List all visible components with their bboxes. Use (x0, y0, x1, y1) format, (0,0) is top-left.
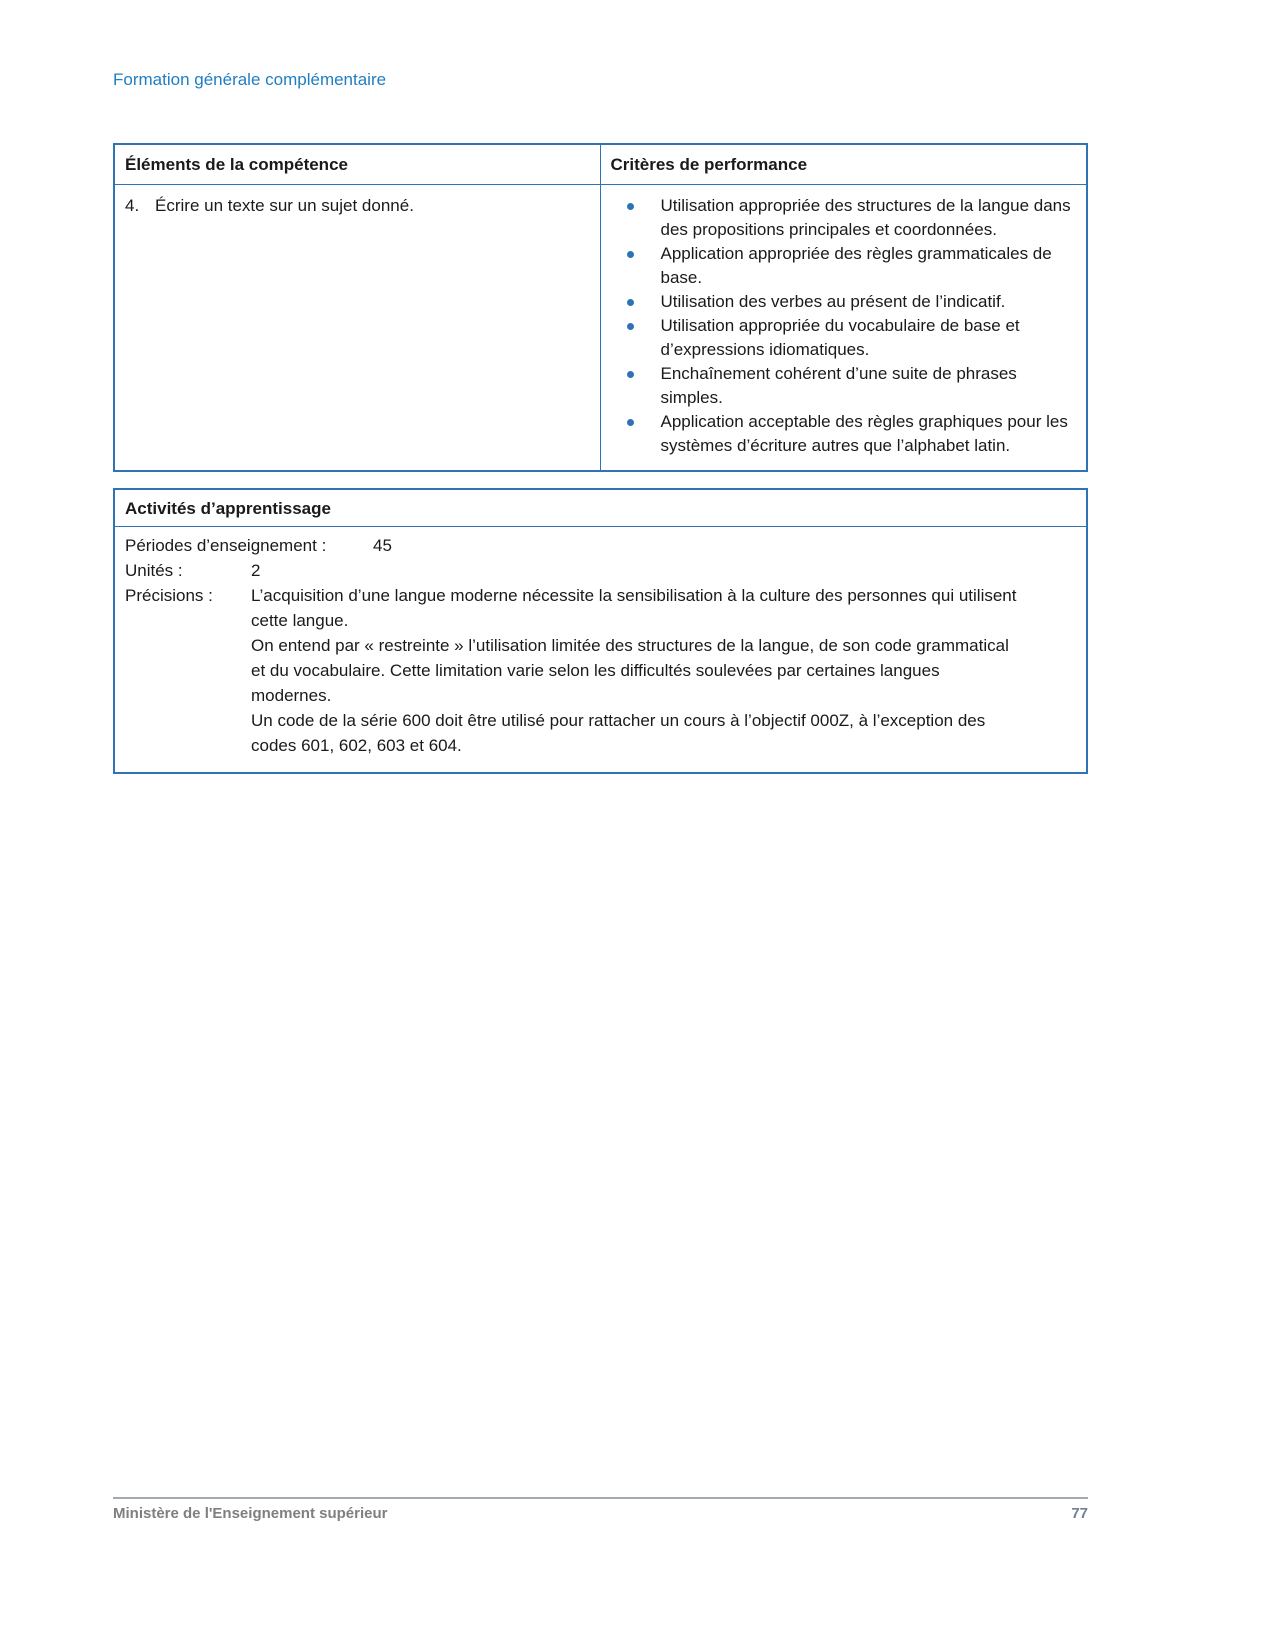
criteria-text: Utilisation des verbes au présent de l’indicatif. (660, 292, 1006, 311)
criteria-text: Application appropriée des règles grammaticales de base. (660, 244, 1052, 287)
unites-value: 2 (251, 561, 261, 580)
bullet-icon (627, 419, 634, 426)
criteria-item (611, 362, 1077, 410)
criteria-text: Utilisation appropriée des structures de la langue dans des propositions principales et coordonnées. (660, 196, 1071, 239)
bullet-icon (627, 251, 634, 258)
bullet-icon (627, 371, 634, 378)
criteria-item (611, 314, 1077, 362)
criteria-list (611, 194, 1077, 458)
criteria-text: Application acceptable des règles graphiques pour les systèmes d’écriture autres que l’alphabet latin. (660, 412, 1068, 455)
page-number: 77 (1071, 1505, 1088, 1522)
activities-title: Activités d’apprentissage (115, 490, 1086, 527)
element-text: Écrire un texte sur un sujet donné. (155, 196, 414, 215)
precisions-paragraph: Un code de la série 600 doit être utilisé pour rattacher un cours à l’objectif 000Z, à l’exception des codes 601, 602, 603 et 604. (251, 711, 986, 755)
periodes-label: Périodes d’enseignement : (125, 536, 327, 555)
column-header-elements: Éléments de la compétence (115, 145, 601, 185)
precisions-row (125, 583, 1076, 758)
footer-ministry: Ministère de l'Enseignement supérieur (113, 1505, 388, 1522)
bullet-icon (627, 323, 634, 330)
criteria-text: Utilisation appropriée du vocabulaire de base et d’expressions idiomatiques. (660, 316, 1020, 359)
precisions-paragraphs (251, 583, 1023, 758)
bullet-icon (627, 203, 634, 210)
periodes-value: 45 (373, 536, 392, 555)
precisions-paragraph: L’acquisition d’une langue moderne nécessite la sensibilisation à la culture des personnes qui utilisent cette langue. (251, 586, 1017, 630)
bullet-icon (627, 299, 634, 306)
page-content (0, 0, 1275, 774)
elements-cell (115, 185, 601, 470)
section-header: Formation générale complémentaire (113, 70, 387, 89)
activities-box (113, 488, 1088, 774)
criteria-item (611, 194, 1077, 242)
competence-element (125, 194, 590, 218)
precisions-paragraph: On entend par « restreinte » l’utilisation limitée des structures de la langue, de son code grammatical et du vocabulaire. Cette limitation varie selon les difficultés soulevées par certaines langues modernes. (251, 636, 1009, 705)
element-number: 4. (125, 196, 140, 215)
unites-label: Unités : (125, 561, 183, 580)
periodes-row (125, 533, 1076, 558)
criteria-item (611, 290, 1077, 314)
footer-row (113, 1499, 1088, 1522)
page-footer (113, 1497, 1088, 1522)
competence-grid (115, 145, 1086, 470)
unites-row (125, 558, 1076, 583)
precisions-label: Précisions : (125, 586, 213, 605)
criteria-text: Enchaînement cohérent d’une suite de phrases simples. (660, 364, 1017, 407)
column-header-criteres: Critères de performance (601, 145, 1087, 185)
activities-content (115, 527, 1086, 772)
criteria-cell (601, 185, 1087, 470)
criteria-item (611, 410, 1077, 458)
competence-table (113, 143, 1088, 472)
criteria-item (611, 242, 1077, 290)
